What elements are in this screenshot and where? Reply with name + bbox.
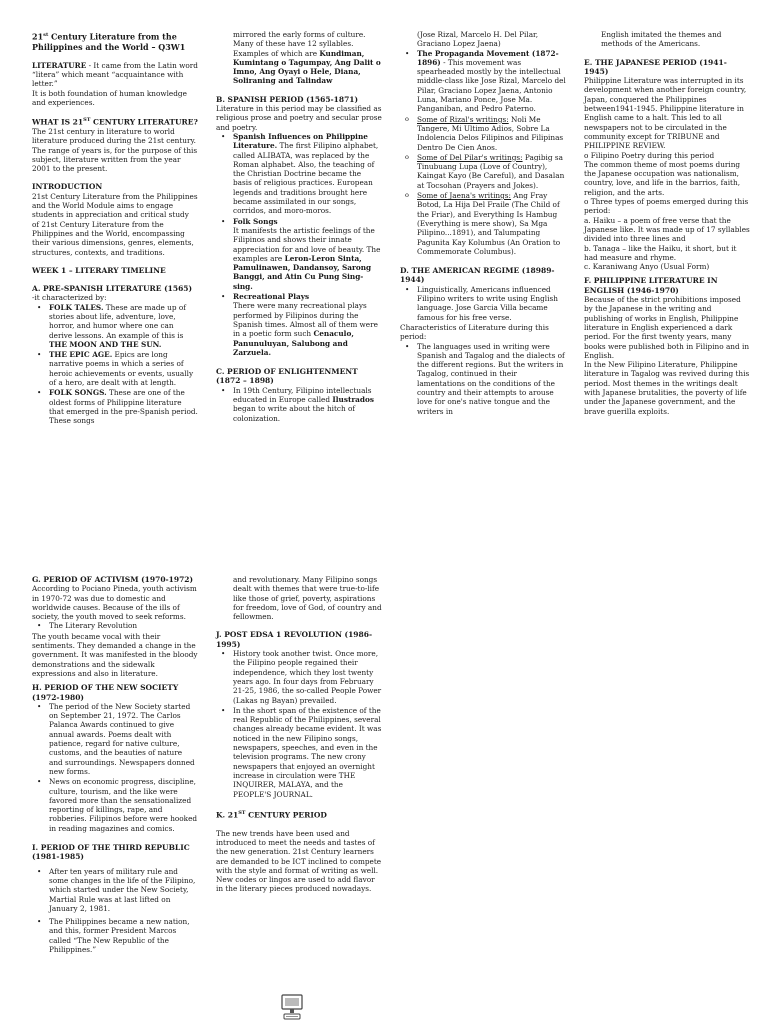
spanish-text: Literature in this period may be classified as religious prose and poetry and secular prose and poetry. [216, 104, 382, 132]
songs-continued: mirrored the early forms of culture. Many of these have 12 syllables. Examples of which are Kundiman, Kumintang o Tagumpay, Ang Dalit o Imno, Ang Oyayi o Hele, Diana, Soliraning and Talindaw [233, 30, 381, 86]
pre-spanish-intro: -it characterized by: [32, 293, 107, 303]
list-item: • History took another twist. Once more, the Filipino people regained their independence, which they lost twenty years ago. In four days from February 21-25, 1986, the so-called People Power (Lakas ng Bayan) prevailed. [233, 649, 382, 705]
list-item: • FOLK SONGS. These are one of the oldest forms of Philippine literature that emerged in the pre-Spanish period. These songs [49, 388, 198, 425]
column-1 [32, 30, 198, 427]
enlightenment-list [216, 386, 382, 423]
list-item: • The period of the New Society started on September 21, 1972. The Carlos Palanca Awards continued to give annual awards. Poems dealt with patience, regard for native culture, customs, and the beauties of nature and surroundings. Newspapers donned new forms. [49, 702, 198, 776]
english-text-2: In the New Filipino Literature, Philippine literature in Tagalog was revived during this period. Most themes in the writings dealt with Japanese brutalities, the poverty of life under the Japanese government, and the brave guerilla exploits. [584, 360, 750, 416]
list-item: • After ten years of military rule and some changes in the life of the Filipino, which started under the New Society, Martial Rule was at last lifted on January 2, 1981. [49, 867, 198, 913]
list-item: • THE EPIC AGE. Epics are long narrative poems in which a series of heroic achievements or events, usually of a hero, are dealt with at length. [49, 350, 198, 387]
edsa-list [216, 649, 382, 799]
new-society-list [32, 702, 198, 833]
list-item: • Spanish Influences on Philippine Literature. The first Filipino alphabet, called ALIBATA, was replaced by the Roman alphabet. Also, the teaching of the Christian Doctrine became the basis of religious practices. European legends and traditions brought here became assimilated in our songs, corridos, and moro-moros. [233, 132, 382, 216]
21st-century-text: The new trends have been used and introduced to meet the needs and tastes of the new generation. 21st Century learners are demanded to be ICT inclined to compete with the style and format of writing as well. New codes or lingos are used to add flavor in the literary pieces produced nowadays. [216, 828, 382, 894]
literary-revolution-text: The youth became vocal with their sentiments. They demanded a change in the government. It was manifested in the bloody demonstrations and the sidewalk expressions and also in literature. [32, 631, 198, 678]
ilustrados-names: (Jose Rizal, Marcelo H. Del Pilar, Graciano Lopez Jaena) [417, 30, 539, 49]
literature-definition: LITERATURE - It came from the Latin word “litera” which meant “acquaintance with letter.” [32, 60, 198, 89]
japanese-heading: E. THE JAPANESE PERIOD (1941-1945) [584, 57, 727, 76]
list-item: • Recreational Plays There were many recreational plays performed by Filipinos during the Spanish times. Almost all of them were in a poetic form such Cenaculo, Panunuluyan, Salubong and Zarzuela. [233, 292, 382, 357]
karaniwang-text: c. Karaniwang Anyo (Usual Form) [584, 262, 710, 272]
edsa-heading: J. POST EDSA 1 REVOLUTION (1986-1995) [216, 630, 373, 649]
english-text: Because of the strict prohibitions imposed by the Japanese in the writing and publishing of works in English, Philippine literature in English experienced a dark period. For the first twenty years, many books were published both in Filipino and in English. [584, 295, 750, 360]
american-continued: English imitated the themes and methods of the Americans. [601, 30, 722, 49]
column-6 [216, 575, 382, 894]
songs-continued-2: and revolutionary. Many Filipino songs dealt with themes that were true-to-life like those of grief, poverty, aspirations for freedom, love of God, of country and fellowmen. [233, 575, 382, 622]
week-heading: WEEK 1 – LITERARY TIMELINE [32, 265, 166, 275]
japanese-poetry-2: The common theme of most poems during the Japanese occupation was nationalism, country, love, and life in the barrios, faith, religion, and the arts. [584, 159, 741, 197]
characteristics-text: Characteristics of Literature during this period: [400, 322, 549, 342]
activism-text: According to Pociano Pineda, youth activism in 1970-72 was due to domestic and worldwide causes. Because of the ills of society, the youth moved to seek reforms. [32, 584, 197, 622]
american-list [400, 285, 566, 322]
list-item: • In the short span of the existence of the real Republic of the Philippines, several changes already became evident. It was noticed in the new Filipino songs, newspapers, speeches, and even in the television programs. The new crony newspapers that enjoyed an overnight increase in circulation were THE INQUIRER, MALAYA, and the PEOPLE'S JOURNAL. [233, 706, 382, 799]
characteristics-list [400, 342, 566, 416]
list-item: o Some of Del Pilar's writings: Pagibig sa Tinubuang Lupa (Love of Country), Kaingat Kayo (Be Careful), and Dasalan at Tocsohan (Prayers and Jokes). [417, 153, 566, 190]
list-item: o Some of Jaena's writings: Ang Fray Botod, La Hija Del Fraile (The Child of the Friar), and Everything Is Hambug (Everything is mere show), Sa Mga Pilipino...1891), and Talumpating Pagunita Kay Kolumbus (An Oration to Commemorate Columbus). [417, 191, 566, 256]
list-item: • Linguistically, Americans influenced Filipino writers to write using English language. Jose Garcia Villa became famous for his free verse. [417, 285, 566, 322]
list-item: • The languages used in writing were Spanish and Tagalog and the dialects of the different regions. But the writers in Tagalog, continued in their lamentations on the conditions of the country and their attempts to arouse love for one's native tongue and the writers in [417, 342, 566, 416]
page-title: 21st Century Literature from the Philippines and the World – Q3W1 [32, 31, 186, 52]
literature-definition-2: It is both foundation of human knowledge and experiences. [32, 88, 187, 107]
activism-list [32, 621, 198, 630]
tanaga-text: b. Tanaga – like the Haiku, it short, but it had measure and rhyme. [584, 243, 737, 262]
what-is-text: The 21st century in literature to world literature produced during the 21st century. The range of years is, for the purpose of this subject, literature written from the year 2001 to the present. [32, 126, 198, 174]
21st-century-heading: K. 21ST CENTURY PERIOD [216, 809, 327, 820]
writings-list [400, 115, 566, 256]
computer-icon [280, 993, 304, 1021]
propaganda-list [400, 49, 566, 114]
list-item: • Folk Songs It manifests the artistic feelings of the Filipinos and shows their innate appreciation for and love of beauty. The examples are Leron-Leron Sinta, Pamulinawen, Dandansoy, Sarong Banggi, and Atin Cu Pung Sing-sing. [233, 217, 382, 291]
list-item: o Some of Rizal's writings: Noli Me Tangere, Mi Ultimo Adios, Sobre La Indolencia Delos Filipinos and Filipinas Dentro De Cien Anos. [417, 115, 566, 152]
pre-spanish-heading: A. PRE-SPANISH LITERATURE (1565) [32, 284, 193, 294]
list-item: • The Propaganda Movement (1872-1896) - This movement was spearheaded mostly by the intellectual middle-class like Jose Rizal, Marcelo del Pilar, Graciano Lopez Jaena, Antonio Luna, Mariano Ponce, Jose Ma. Panganiban, and Pedro Paterno. [417, 49, 566, 114]
spanish-list [216, 132, 382, 357]
column-2 [216, 30, 382, 424]
list-item: • The Literary Revolution [49, 621, 198, 630]
third-republic-heading: I. PERIOD OF THE THIRD REPUBLIC (1981-1985) [32, 843, 190, 862]
third-republic-list [32, 867, 198, 955]
new-society-heading: H. PERIOD OF THE NEW SOCIETY (1972-1980) [32, 683, 179, 702]
list-item: • In 19th Century, Filipino intellectuals educated in Europe called Ilustrados began to write about the hitch of colonization. [233, 386, 382, 423]
column-5 [32, 575, 198, 955]
enlightenment-heading: C. PERIOD OF ENLIGHTENMENT (1872 – 1898) [216, 367, 358, 386]
list-item: • News on economic progress, discipline, culture, tourism, and the like were favored more than the sensationalized reporting of killings, rape, and robberies. Filipinos before were hooked in reading magazines and comics. [49, 777, 198, 833]
pre-spanish-list [32, 303, 198, 426]
column-3 [400, 30, 566, 417]
japanese-text: Philippine Literature was interrupted in its development when another foreign country, Japan, conquered the Philippines between1941-1945. Philippine literature in English came to a halt. This led to all newspapers not to be circulated in the community except for TRIBUNE and PHILIPPINE REVIEW. [584, 76, 747, 151]
list-item: • The Philippines became a new nation, and this, former President Marcos called “The New Republic of the Philippines.” [49, 917, 198, 954]
column-4 [584, 30, 750, 416]
english-heading: F. PHILIPPINE LITERATURE IN ENGLISH (1946-1970) [584, 276, 718, 295]
haiku-text: a. Haiku – a poem of free verse that the Japanese like. It was made up of 17 syllables divided into three lines and [584, 215, 750, 244]
intro-heading: INTRODUCTION [32, 182, 103, 192]
activism-heading: G. PERIOD OF ACTIVISM (1970-1972) [32, 575, 194, 584]
what-is-heading: WHAT IS 21ST CENTURY LITERATURE? [32, 117, 198, 127]
intro-text: 21st Century Literature from the Philippines and the World Module aims to engage students in appreciation and critical study of 21st Century Literature from the Philippines and the World, encompassing their various dimensions, genres, elements, structures, contexts, and traditions. [32, 191, 198, 257]
spanish-heading: B. SPANISH PERIOD (1565-1871) [216, 94, 359, 104]
american-heading: D. THE AMERICAN REGIME (18989-1944) [400, 266, 555, 285]
list-item: • FOLK TALES. These are made up of stories about life, adventure, love, horror, and humor where one can derive lessons. An example of this is THE MOON AND THE SUN. [49, 303, 198, 349]
japanese-poetry: o Filipino Poetry during this period [584, 150, 715, 160]
japanese-types: o Three types of poems emerged during this period: [584, 197, 749, 216]
